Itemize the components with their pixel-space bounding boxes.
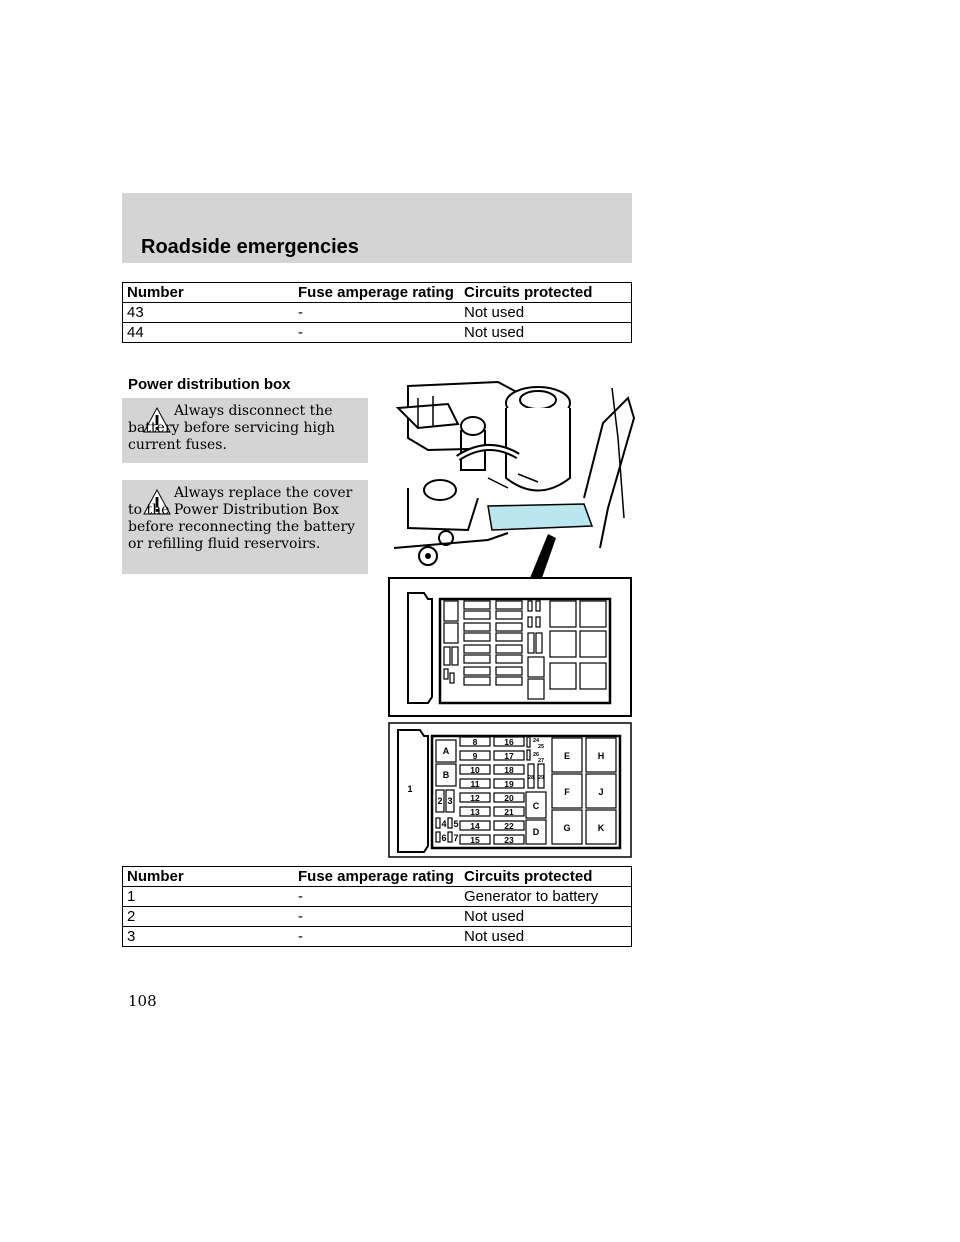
fuse-label: 27 <box>537 758 545 764</box>
fuse-label: 2 <box>437 796 443 806</box>
cell-rating: - <box>294 887 460 907</box>
fuse-label: 11 <box>470 779 480 789</box>
fuse-label: 9 <box>472 751 478 761</box>
cell-number: 1 <box>123 887 295 907</box>
column-header-number: Number <box>123 867 295 887</box>
fuse-label: 17 <box>504 751 514 761</box>
fuse-label: 18 <box>504 765 514 775</box>
fuse-label: 25 <box>537 744 545 750</box>
column-header-number: Number <box>123 283 295 303</box>
relay-label: K <box>597 823 605 833</box>
column-header-rating: Fuse amperage rating <box>294 867 460 887</box>
relay-label: H <box>597 751 605 761</box>
cell-rating: - <box>294 927 460 947</box>
cell-circuits: Not used <box>460 303 632 323</box>
fuse-label: 22 <box>504 821 514 831</box>
fuse-label: 6 <box>441 833 447 843</box>
fuse-label: 24 <box>532 738 540 744</box>
fuse-label: 8 <box>472 737 478 747</box>
warning-text: Always replace the cover to the Power Distribution Box before reconnecting the battery or refilling fluid reservoirs. <box>128 485 356 552</box>
cell-circuits: Not used <box>460 907 632 927</box>
fuse-label: 21 <box>504 807 514 817</box>
warning-box <box>122 480 368 574</box>
fuse-label: 20 <box>504 793 514 803</box>
fuse-label: 7 <box>453 833 459 843</box>
relay-label: B <box>442 770 450 780</box>
relay-label: F <box>564 787 570 797</box>
column-header-rating: Fuse amperage rating <box>294 283 460 303</box>
relay-label: A <box>442 746 450 756</box>
fuse-label: 14 <box>470 821 480 831</box>
table-row <box>123 907 632 927</box>
fuse-label: 13 <box>470 807 480 817</box>
fuse-label: 23 <box>504 835 514 845</box>
column-header-circuits: Circuits protected <box>460 283 632 303</box>
fuse-label: 29 <box>537 775 545 781</box>
fuse-table-top <box>122 282 632 343</box>
cell-number: 2 <box>123 907 295 927</box>
cell-rating: - <box>294 303 460 323</box>
fuse-label: 3 <box>447 796 453 806</box>
table-row <box>123 887 632 907</box>
table-row <box>123 323 632 343</box>
relay-label: J <box>598 787 604 797</box>
fuse-label: 10 <box>470 765 480 775</box>
cell-circuits: Not used <box>460 323 632 343</box>
table-row <box>123 303 632 323</box>
fuse-label: 5 <box>453 819 459 829</box>
page-number: 108 <box>128 992 157 1010</box>
relay-label: E <box>563 751 571 761</box>
fuse-label: 4 <box>441 819 447 829</box>
relay-label: G <box>563 823 571 833</box>
fuse-label: 12 <box>470 793 480 803</box>
fuse-label: 28 <box>527 775 535 781</box>
page-title: Roadside emergencies <box>141 236 359 258</box>
fuse-table-bottom <box>122 866 632 947</box>
cell-rating: - <box>294 323 460 343</box>
fuse-label: 1 <box>407 784 413 794</box>
fuse-box-outline-drawing <box>388 577 632 717</box>
cell-number: 44 <box>123 323 295 343</box>
warning-text: Always disconnect the battery before servicing high current fuses. <box>128 403 335 453</box>
table-row <box>123 927 632 947</box>
cell-circuits: Not used <box>460 927 632 947</box>
fuse-box-labeled-diagram <box>388 722 632 858</box>
fuse-label: 15 <box>470 835 480 845</box>
fuse-label: 19 <box>504 779 514 789</box>
relay-label: D <box>532 827 540 837</box>
fuse-label: 16 <box>504 737 514 747</box>
warning-box <box>122 398 368 463</box>
cell-circuits: Generator to battery <box>460 887 632 907</box>
fuse-label: 26 <box>532 752 540 758</box>
engine-compartment-illustration <box>388 378 636 578</box>
relay-label: C <box>532 801 540 811</box>
cell-number: 3 <box>123 927 295 947</box>
cell-rating: - <box>294 907 460 927</box>
column-header-circuits: Circuits protected <box>460 867 632 887</box>
cell-number: 43 <box>123 303 295 323</box>
section-title: Power distribution box <box>128 376 291 393</box>
